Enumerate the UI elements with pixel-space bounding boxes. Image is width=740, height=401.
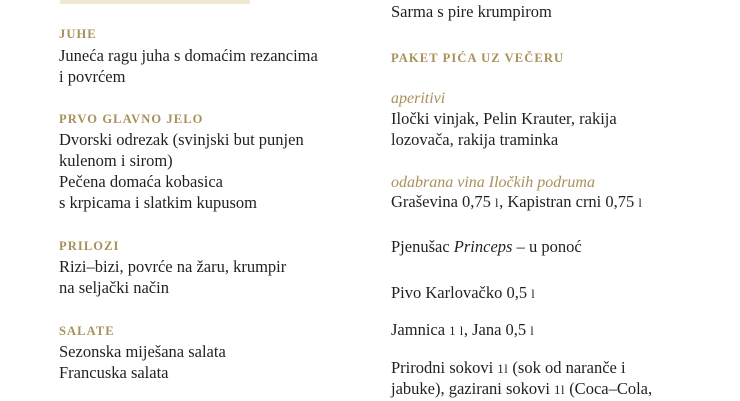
drink-item-line: lozovača, rakija traminka — [391, 130, 559, 149]
drink-item-wines: Graševina 0,75 l, Kapistran crni 0,75 l — [391, 192, 643, 211]
menu-item-line: Sezonska miješana salata — [59, 342, 226, 361]
menu-item-line: s krpicama i slatkim kupusom — [59, 193, 257, 212]
menu-item-line: Pečena domaća kobasica — [59, 172, 224, 191]
section-heading-salate: SALATE — [59, 324, 115, 338]
drink-item-juices: Prirodni sokovi 1l (sok od naranče i — [391, 358, 626, 377]
drink-item-beer: Pivo Karlovačko 0,5 l — [391, 283, 536, 302]
drink-item-juices-cont: jabuke), gazirani sokovi 1l (Coca–Cola, — [391, 379, 653, 398]
top-divider — [60, 0, 250, 4]
section-heading-juhe: JUHE — [59, 27, 97, 41]
drink-item-sparkling: Pjenušac Princeps – u ponoć — [391, 237, 582, 256]
subheading-aperitivi: aperitivi — [391, 90, 446, 107]
section-heading-prvo-glavno-jelo: PRVO GLAVNO JELO — [59, 112, 204, 126]
menu-item-line: i povrćem — [59, 67, 126, 86]
drink-item-line: Iločki vinjak, Pelin Krauter, rakija — [391, 109, 617, 128]
menu-item-line: na seljački način — [59, 278, 169, 297]
drink-item-water: Jamnica 1 l, Jana 0,5 l — [391, 320, 535, 339]
menu-item-line: Juneća ragu juha s domaćim rezancima — [59, 46, 318, 65]
menu-item-line: Francuska salata — [59, 363, 169, 382]
menu-item-line: Dvorski odrezak (svinjski but punjen — [59, 130, 304, 149]
menu-item-line: kulenom i sirom) — [59, 151, 173, 170]
menu-item-line: Sarma s pire krumpirom — [391, 2, 552, 21]
menu-item-line: Rizi–bizi, povrće na žaru, krumpir — [59, 257, 287, 276]
section-heading-prilozi: PRILOZI — [59, 239, 120, 253]
section-heading-paket-pica: PAKET PIĆA UZ VEČERU — [391, 51, 565, 65]
subheading-odabrana-vina: odabrana vina Iločkih podruma — [391, 174, 595, 191]
